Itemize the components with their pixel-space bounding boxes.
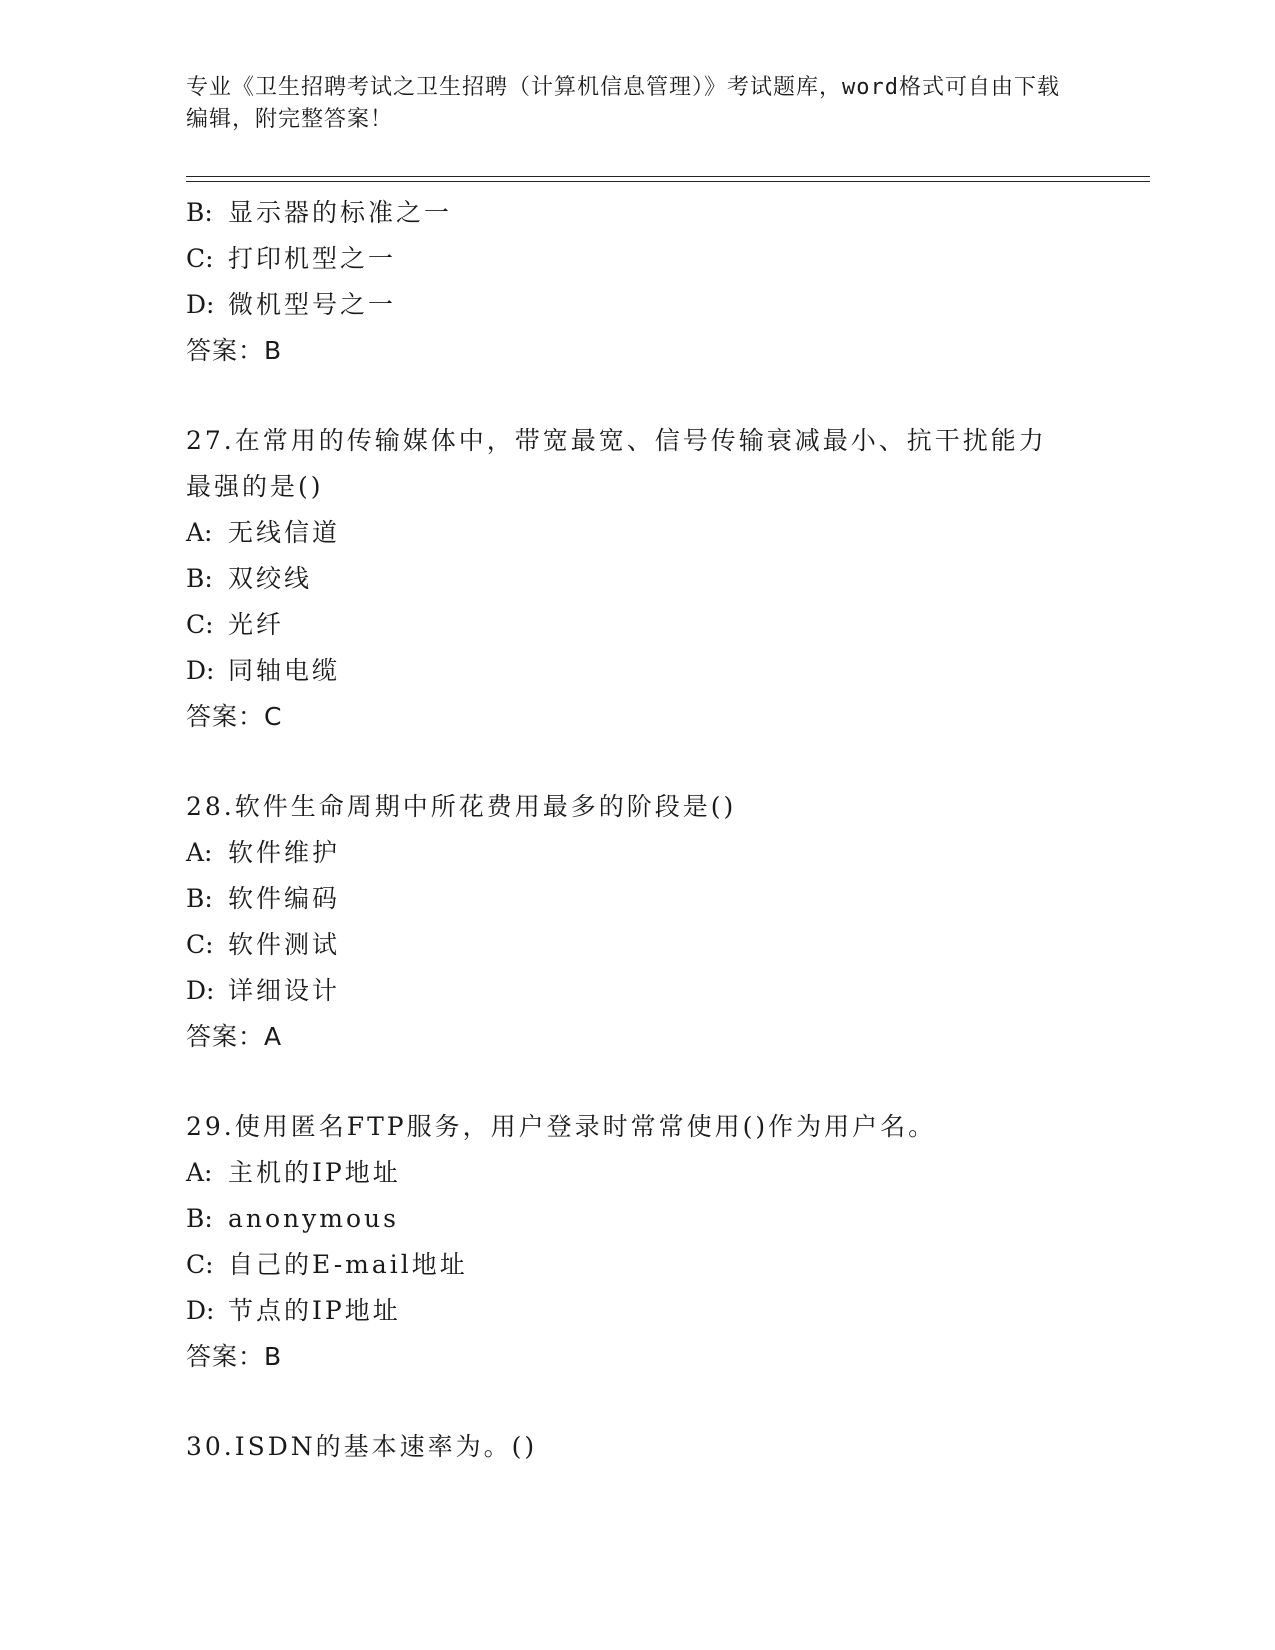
option-label: A:: [186, 1158, 213, 1187]
option-text: 双绞线: [228, 564, 313, 593]
answer-line: 答案：C: [186, 702, 283, 731]
option-text: 主机的IP地址: [228, 1158, 401, 1187]
document-header: 专业《卫生招聘考试之卫生招聘（计算机信息管理）》考试题库，word格式可自由下载编辑，附完整答案！: [186, 75, 1060, 132]
answer-line: 答案：B: [186, 1342, 283, 1371]
option-text: 节点的IP地址: [228, 1296, 401, 1325]
option-b: [186, 1196, 1086, 1242]
option-d: [186, 648, 1086, 694]
option-label: B:: [186, 198, 213, 227]
option-label: D:: [186, 656, 215, 685]
option-a: [186, 1150, 1086, 1196]
option-label: C:: [186, 930, 214, 959]
option-label: D:: [186, 976, 215, 1005]
option-text: 详细设计: [228, 976, 341, 1005]
option-c: [186, 922, 1086, 968]
option-b: [186, 876, 1086, 922]
option-label: B:: [186, 1204, 213, 1233]
option-a: [186, 510, 1086, 556]
option-b: [186, 190, 1086, 236]
spacer: [186, 1380, 1086, 1424]
option-text: 打印机型之一: [228, 244, 397, 273]
option-text: 软件编码: [228, 884, 341, 913]
question-content: [186, 190, 1086, 1470]
spacer: [186, 1060, 1086, 1104]
header-rule-bottom: [186, 181, 1150, 182]
option-label: A:: [186, 838, 213, 867]
option-text: 同轴电缆: [228, 656, 341, 685]
question-29-text: 29.使用匿名FTP服务，用户登录时常常使用()作为用户名。: [186, 1112, 937, 1141]
option-c: [186, 602, 1086, 648]
option-label: D:: [186, 1296, 215, 1325]
option-b: [186, 556, 1086, 602]
option-text: anonymous: [228, 1204, 399, 1233]
option-label: C:: [186, 244, 214, 273]
spacer: [186, 740, 1086, 784]
option-text: 自己的E-mail地址: [228, 1250, 468, 1279]
header-rule-top: [186, 176, 1150, 177]
question-28-text: 28.软件生命周期中所花费用最多的阶段是(): [186, 792, 737, 821]
option-label: A:: [186, 518, 213, 547]
spacer: [186, 374, 1086, 418]
option-d: [186, 1288, 1086, 1334]
question-27-text-cont: 最强的是(): [186, 472, 324, 501]
question-30-text: 30.ISDN的基本速率为。(): [186, 1432, 538, 1461]
option-c: [186, 1242, 1086, 1288]
option-text: 光纤: [228, 610, 285, 639]
option-d: [186, 282, 1086, 328]
option-text: 软件维护: [228, 838, 341, 867]
question-27-text: 27.在常用的传输媒体中，带宽最宽、信号传输衰减最小、抗干扰能力: [186, 426, 1047, 455]
option-text: 软件测试: [228, 930, 341, 959]
option-text: 无线信道: [228, 518, 341, 547]
option-label: C:: [186, 1250, 214, 1279]
option-label: D:: [186, 290, 215, 319]
option-a: [186, 830, 1086, 876]
answer-line: 答案：B: [186, 336, 283, 365]
option-d: [186, 968, 1086, 1014]
option-text: 微机型号之一: [228, 290, 397, 319]
option-label: B:: [186, 564, 213, 593]
option-c: [186, 236, 1086, 282]
option-text: 显示器的标准之一: [228, 198, 453, 227]
answer-line: 答案：A: [186, 1022, 283, 1051]
option-label: B:: [186, 884, 213, 913]
option-label: C:: [186, 610, 214, 639]
